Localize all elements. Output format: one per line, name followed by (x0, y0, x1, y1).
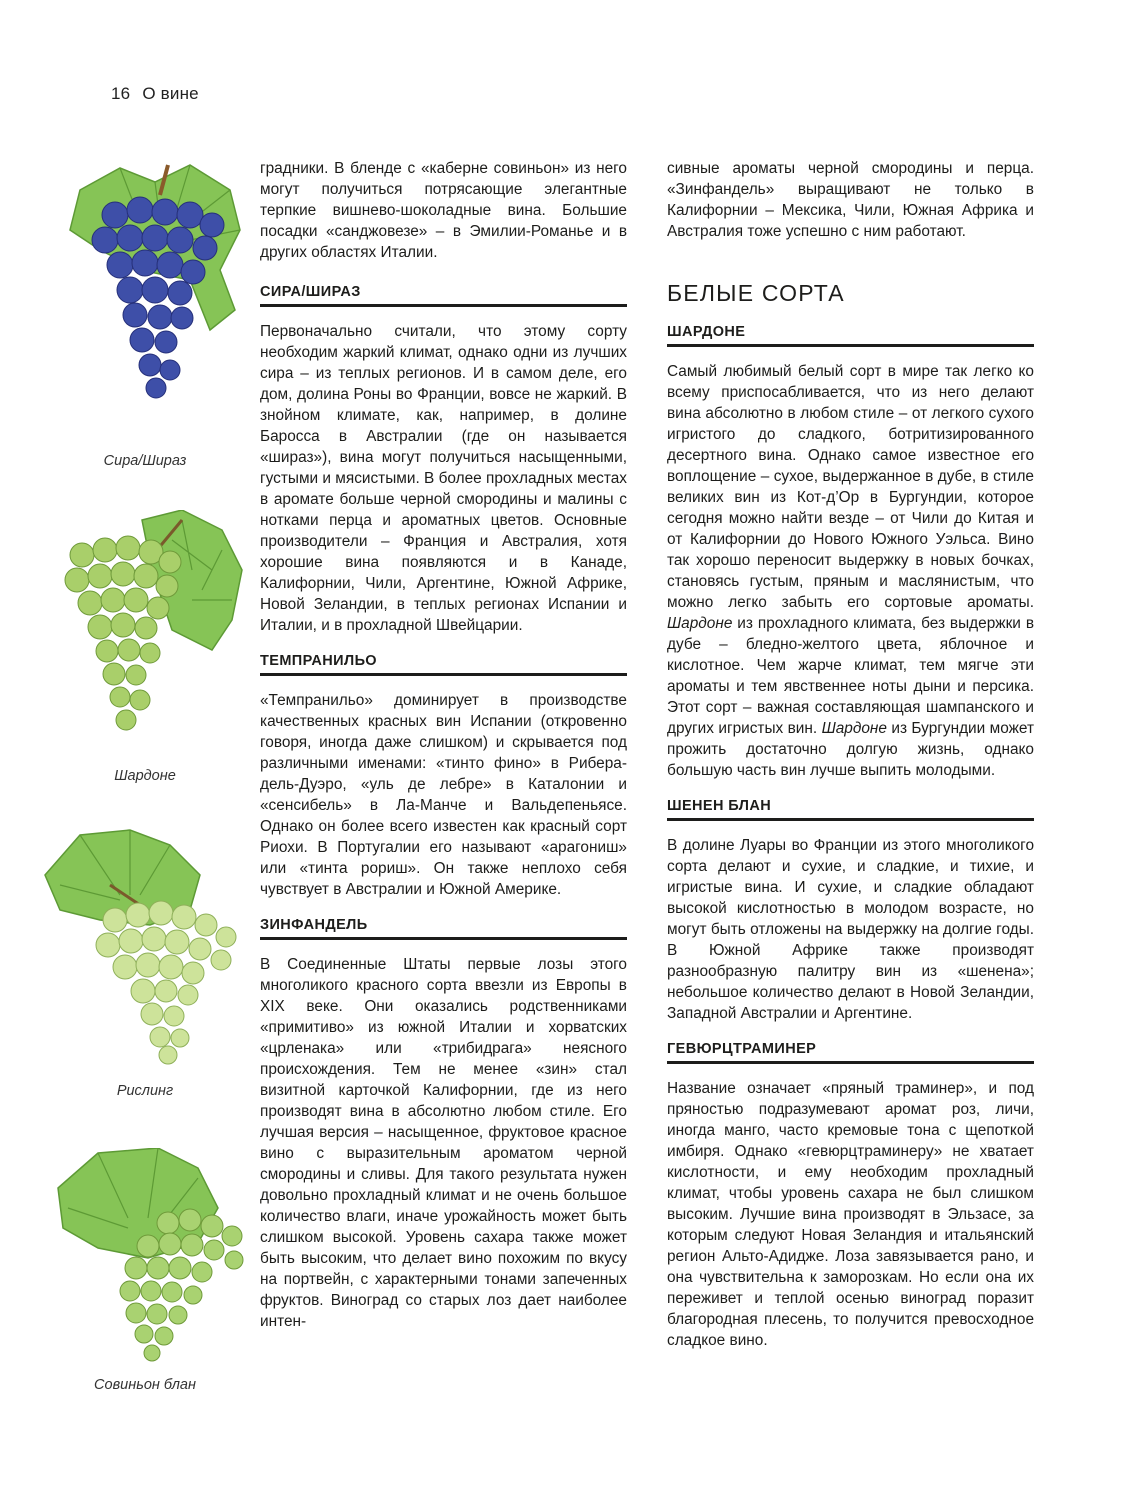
text-column-right (667, 158, 1034, 1351)
text-column-middle (260, 158, 627, 1332)
chardonnay-grape-illustration (62, 510, 247, 745)
page-number: 16 (111, 84, 131, 103)
riesling-grape-illustration (40, 825, 245, 1065)
chardonnay-text-part: Самый любимый белый сорт в мире так легко ко всему приспосабливается, что из него делают вина абсолютно в любом стиле – от легкого сухого игристого до сладкого, ботритизированного десертного вина. Однако самое известное его воплощение – сухое, выдержанное в дубе, в стиле великих вин из Кот-д’Ор в Бургундии, которое сегодня можно найти везде – от Чили до Китая и от Калифорнии до Нового Южного Уэльса. Вино так хорошо переносит выдержку в новых бочках, становясь густым, пряным и маслянистым, что можно легко забыть его сортовые ароматы. (667, 363, 1034, 611)
syrah-heading: СИРА/ШИРАЗ (260, 284, 627, 307)
chardonnay-text-part: из Бургундии может прожить достаточно долгую жизнь, однако большую часть вин лучше выпить молодыми. (667, 720, 1034, 779)
chardonnay-caption: Шардоне (114, 768, 176, 784)
chardonnay-heading: ШАРДОНЕ (667, 324, 1034, 347)
zinfandel-heading: ЗИНФАНДЕЛЬ (260, 917, 627, 940)
syrah-grape-illustration (60, 160, 250, 405)
zinfandel-paragraph: В Соединенные Штаты первые лозы этого многоликого красного сорта ввезли из Европы в XIX веке. Они оказались родственниками «примитиво» из южной Италии и хорватских «црленака» или «трибидрага» неясного происхождения. Тем не менее «зин» стал визитной карточкой Калифорнии, где из него производят вина в абсолютно любом стиле. Его лучшая версия – насыщенное, фруктовое красное вино с выразительным ароматом черной смородины и сливы. Для такого результата нужен довольно прохладный климат и не очень большое количество влаги, иначе урожайность может быть слишком высокой. Уровень сахара также может быть высоким, что делает вино похожим по вкусу на портвейн, с характерными тонами запеченных фруктов. Виноград со старых лоз дает наиболее интен- (260, 956, 627, 1330)
chardonnay-text-part: из прохладного климата, без выдержки в дубе – бледно-желтого цвета, яблочное и кислотное. Чем жарче климат, тем мягче эти ароматы и тем явственнее ноты дыни и персика. Этот сорт – важная составляющая шампанского и других игристых вин. (667, 615, 1034, 737)
sauvignon-blanc-grape-illustration (48, 1148, 248, 1363)
chardonnay-paragraph (667, 361, 1034, 781)
white-varieties-title: БЕЛЫЕ СОРТА (667, 280, 845, 306)
intro-paragraph: градники. В бленде с «каберне совиньон» из него могут получиться потрясающие элегантные терпкие вишнево-шоколадные вина. Большие посадки «санджовезе» – в Эмилии-Романье и в других областях Италии. (260, 160, 627, 261)
syrah-paragraph: Первоначально считали, что этому сорту необходим жаркий климат, однако одни из лучших сира – из теплых регионов. И в самом деле, его дом, долина Роны во Франции, вовсе не жаркий. В знойном климате, как, например, в долине Баросса в Австралии (где он называется «шираз»), вина могут получиться насыщенными, густыми и мясистыми. В более прохладных местах в аромате больше черной смородины и малины с нотками перца и ароматных цветов. Основные производители – Франция и Австралия, хотя хорошие вина появляются и в Канаде, Калифорнии, Чили, Аргентине, Южной Африке, Новой Зеландии, в теплых регионах Испании и Италии, и в прохладной Швейцарии. (260, 323, 627, 634)
page-header (111, 84, 199, 104)
chenin-blanc-paragraph: В долине Луары во Франции из этого многоликого сорта делают и сухие, и сладкие, и тихие, и игристые вина. И сухие, и сладкие обладают высокой кислотностью в молодом возрасте, но могут быть отложены на выдержку на долгие годы. В Южной Африке также производят разнообразную палитру вин из «шенена»; небольшое количество делают в Новой Зеландии, Западной Австралии и Аргентине. (667, 837, 1034, 1022)
chardonnay-italic: Шардоне (821, 720, 887, 737)
riesling-caption: Рислинг (116, 1083, 174, 1099)
intro-paragraph: сивные ароматы черной смородины и перца. «Зинфандель» выращивают не только в Калифорнии – Мексика, Чили, Южная Африка и Австралия тоже успешно с ним работают. (667, 160, 1034, 240)
syrah-caption: Сира/Шираз (103, 453, 187, 469)
chenin-blanc-heading: ШЕНЕН БЛАН (667, 798, 1034, 821)
gewurztraminer-paragraph: Название означает «пряный траминер», и под пряностью подразумевают аромат роз, личи, иногда манго, часто кремовые тона с щепоткой имбиря. Однако «гевюрцтраминеру» не хватает кислотности, и ему необходим прохладный климат, чтобы уровень сахара не был слишком высоким. Лучшие вина производят в Эльзасе, за которым следуют Новая Зеландия и итальянский регион Альто-Адидже. Лоза завязывается рано, и она чувствительна к заморозкам. Но если она их переживет и теплой осенью виноград поразит благородная плесень, то получится превосходное сладкое вино. (667, 1080, 1034, 1349)
chardonnay-italic: Шардоне (667, 615, 733, 632)
sauvignon-blanc-caption: Совиньон блан (94, 1377, 196, 1393)
gewurztraminer-heading: ГЕВЮРЦТРАМИНЕР (667, 1041, 1034, 1064)
tempranillo-heading: ТЕМПРАНИЛЬО (260, 653, 627, 676)
running-title: О вине (142, 84, 199, 103)
tempranillo-paragraph: «Темпранильо» доминирует в производстве качественных красных вин Испании (откровенно говоря, иногда даже слишком) и скрывается под различными именами: «тинто фино» в Рибера-дель-Дуэро, «уль де лебре» в Каталонии и «сенсибель» в Ла-Манче и Вальдепеньясе. Однако он более всего известен как красный сорт Риохи. В Португалии его называют «арагониш» или «тинта рориш». Он также неплохо себя чувствует в Австралии и Южной Америке. (260, 692, 627, 898)
